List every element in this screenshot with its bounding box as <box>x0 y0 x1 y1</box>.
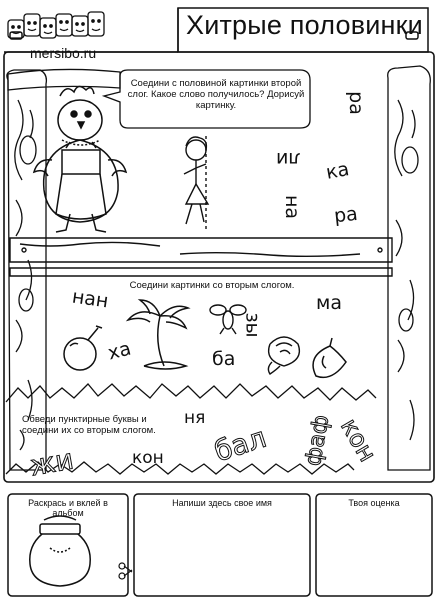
syllable-3-kon: кон <box>132 448 164 468</box>
syllable-3-nya: ня <box>184 408 206 428</box>
middle-plank <box>10 238 392 262</box>
chicken-picture <box>34 86 126 232</box>
color-and-paste-label: Раскрась и вклей в альбом <box>28 498 108 518</box>
left-wood-post <box>7 70 47 470</box>
girl-half-picture <box>184 136 208 232</box>
syllable-2-ma: ма <box>316 292 342 314</box>
page-title: Хитрые половинки <box>186 10 423 40</box>
bomb-picture <box>64 326 102 370</box>
syllable-2-ha: ха <box>105 337 134 365</box>
syllable-1-ka: ка <box>324 158 351 184</box>
name-field[interactable] <box>140 516 304 590</box>
syllable-1-ra: ра <box>344 91 367 115</box>
banana-picture <box>313 338 346 377</box>
rose-picture <box>268 337 299 374</box>
grade-label: Твоя оценка <box>348 498 400 508</box>
right-wood-post <box>388 66 431 470</box>
dotted-word-kon[interactable]: кон <box>335 413 382 467</box>
syllable-1-ra-2: ра <box>332 202 359 228</box>
instruction-section3: Обведи пунктирные буквы и соедини их со вторым слогом. <box>22 414 156 436</box>
syllable-2-ba: ба <box>212 348 236 370</box>
instruction-section2: Соедини картинки со вторым слогом. <box>129 280 295 291</box>
scissors-icon <box>119 563 132 579</box>
palm-picture <box>128 300 188 369</box>
site-name: mersibo.ru <box>30 45 97 61</box>
write-name-label: Напиши здесь свое имя <box>172 498 272 508</box>
syllable-2-nan: нан <box>70 285 110 313</box>
top-plank <box>8 69 120 90</box>
instruction-section1: Соедини с половиной картинки второй слог. Какое слово получилось? Дорисуй картинку. <box>127 78 305 111</box>
grade-field[interactable] <box>322 516 426 590</box>
syllable-2-zy: зы <box>241 312 264 338</box>
dotted-word-bal[interactable]: бал <box>210 420 271 469</box>
lower-plank <box>10 268 392 276</box>
dotted-word-faf[interactable]: фаф <box>300 413 335 468</box>
dotted-word-zhi[interactable]: жи <box>27 442 76 483</box>
syllable-1-na: на <box>281 194 304 220</box>
jar-picture <box>30 516 91 586</box>
syllable-1-li: ли <box>276 148 301 170</box>
